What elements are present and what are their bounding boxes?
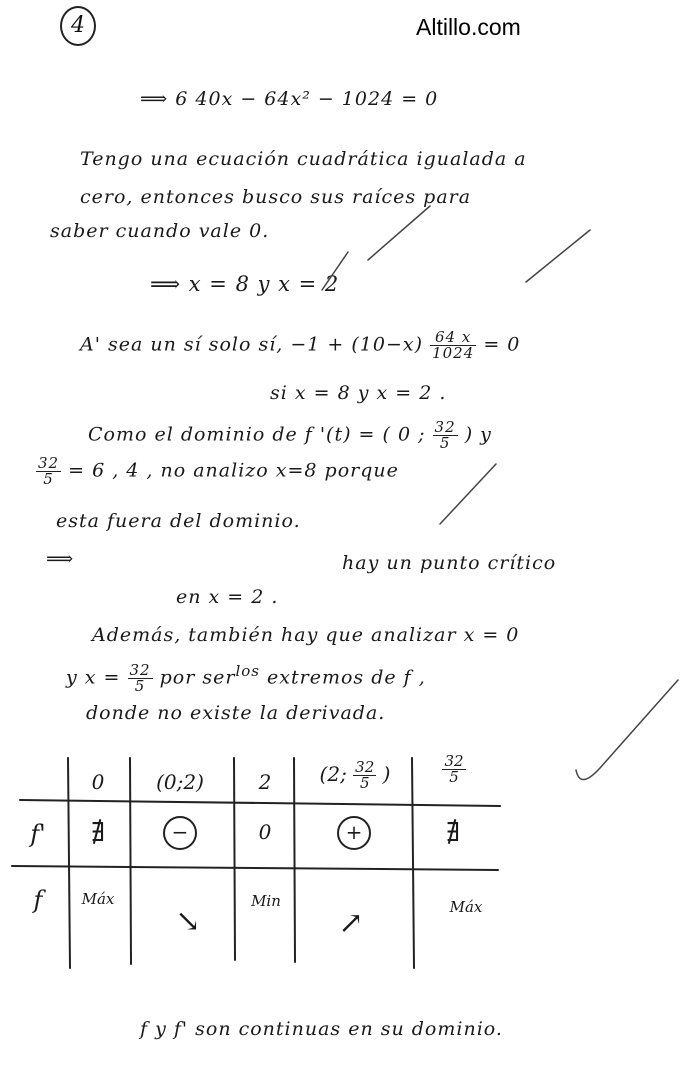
fraction: $\frac{32}{5}$ xyxy=(38,454,60,488)
fprime-cell: 0 xyxy=(258,820,272,844)
f-cell: Min xyxy=(251,892,281,910)
table-header: (0;2) xyxy=(156,770,204,794)
f-cell: Máx xyxy=(449,898,483,916)
check-mark-icon xyxy=(576,680,678,780)
text-line: hay un punto crítico xyxy=(342,552,557,574)
table-header-interval: (2; $\frac{32}{5}$ ) xyxy=(319,758,391,792)
row-label-fprime: f' xyxy=(30,820,46,848)
fraction: $\frac{64 x}{1024}$ xyxy=(432,328,475,362)
condition-text: A' sea un sí solo sí, −1 + (10−x) xyxy=(80,333,424,356)
table-grid-line xyxy=(130,758,131,964)
text-line: esta fuera del dominio. xyxy=(56,510,301,532)
f-cell: Máx xyxy=(81,890,115,908)
table-grid-line xyxy=(20,800,500,806)
table-grid-line xyxy=(12,866,498,870)
fprime-cell: ∄ xyxy=(90,818,106,848)
domain-line: Como el dominio de f '(t) = ( 0 ; $\frac{32}{5}$ ) y xyxy=(88,418,492,452)
minus-circle: − xyxy=(163,816,197,850)
increasing-arrow-icon: ↗ xyxy=(338,906,364,941)
decreasing-arrow-icon: ↘ xyxy=(175,904,201,939)
text-line: Además, también hay que analizar x = 0 xyxy=(92,624,520,646)
check-mark-icon xyxy=(526,230,590,282)
roots-line: ⟹ x = 8 y x = 2 xyxy=(150,272,340,296)
table-header: 0 xyxy=(91,770,105,794)
site-watermark: Altillo.com xyxy=(416,14,521,40)
implies-arrow: ⟹ xyxy=(46,548,75,570)
text-line: y x = $\frac{32}{5}$ por ser$^{los}$ extremos de f , xyxy=(66,660,426,695)
table-grid-line xyxy=(68,758,70,968)
equation-line: ⟹ 6 40x − 64x² − 1024 = 0 xyxy=(140,88,439,110)
table-grid-line xyxy=(412,758,414,968)
text-line: f y f' son continuas en su dominio. xyxy=(140,1018,503,1040)
text-line: donde no existe la derivada. xyxy=(86,702,386,724)
text-line: Tengo una ecuación cuadrática igualada a xyxy=(80,148,527,170)
text-line: saber cuando vale 0. xyxy=(50,220,270,242)
table-header-end: $\frac{32}{5}$ xyxy=(444,752,464,786)
fraction: $\frac{32}{5}$ xyxy=(129,660,151,695)
page-number: 4 xyxy=(60,6,96,46)
text-line: si x = 8 y x = 2 . xyxy=(270,382,447,404)
text-line: cero, entonces busco sus raíces para xyxy=(80,186,472,208)
fraction: $\frac{32}{5}$ xyxy=(434,418,456,452)
fprime-cell: ∄ xyxy=(445,818,461,848)
check-mark-icon xyxy=(322,252,348,290)
text-line: en x = 2 . xyxy=(176,586,279,608)
plus-circle: + xyxy=(337,816,371,850)
table-grid-line xyxy=(234,758,235,960)
condition-text: = 0 xyxy=(483,333,521,356)
text-line: $\frac{32}{5}$ = 6 , 4 , no analizo x=8 porque xyxy=(38,454,399,488)
table-grid-line xyxy=(294,758,295,962)
row-label-f: f xyxy=(33,886,43,914)
table-header: 2 xyxy=(258,770,272,794)
check-mark-icon xyxy=(440,464,496,524)
check-mark-icon xyxy=(368,206,430,260)
